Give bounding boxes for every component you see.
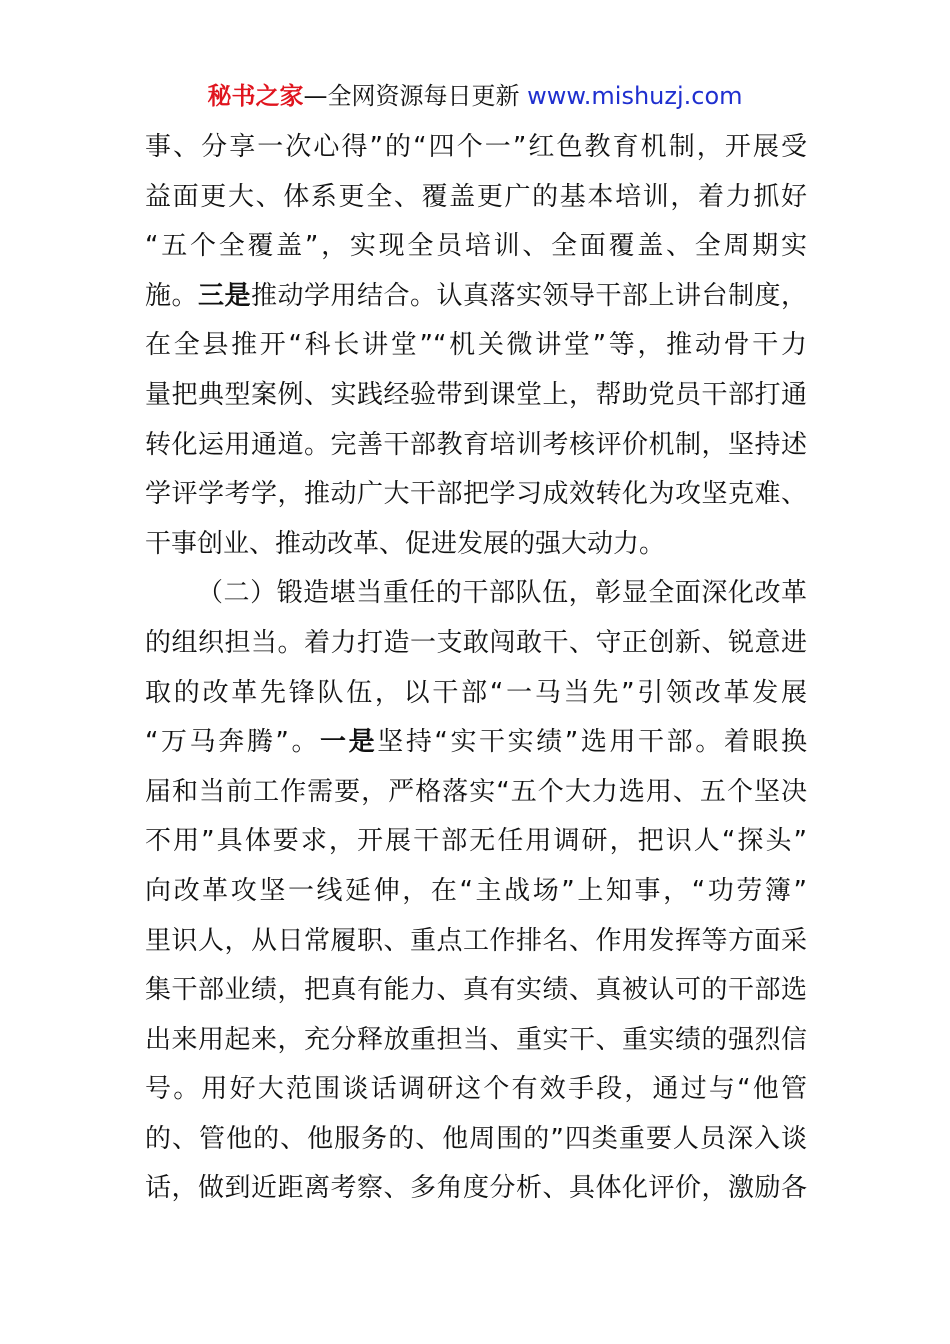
text-line: 取的改革先锋队伍，以干部“一马当先”引领改革发展 <box>145 677 807 708</box>
bold-lead: 三是 <box>198 280 251 311</box>
text-line: 的、管他的、他服务的、他周围的”四类重要人员深入谈 <box>145 1123 807 1154</box>
text-line: 届和当前工作需要，严格落实“五个大力选用、五个坚决 <box>145 776 807 807</box>
text-line: 的组织担当。着力打造一支敢闯敢干、守正创新、锐意进 <box>145 627 807 658</box>
text-line: 出来用起来，充分释放重担当、重实干、重实绩的强烈信 <box>145 1024 807 1055</box>
text-line: 在全县推开“科长讲堂”“机关微讲堂”等，推动骨干力 <box>145 330 807 361</box>
text-segment: 坚持“实干实绩”选用干部。着眼换 <box>377 727 807 758</box>
text-line: 事、分享一次心得”的“四个一”红色教育机制，开展受 <box>145 132 807 162</box>
text-segment: 推动学用结合。认真落实领导干部上讲台制度， <box>251 280 807 311</box>
text-line: 量把典型案例、实践经验带到课堂上，帮助党员干部打通 <box>145 379 807 410</box>
bold-lead: 一是 <box>320 727 378 758</box>
site-brand: 秘书之家 <box>207 82 304 110</box>
text-line: 不用”具体要求，开展干部无任用调研，把识人“探头” <box>145 826 807 857</box>
text-segment: “万马奔腾”。 <box>145 727 321 758</box>
site-tagline: —全网资源每日更新 <box>303 82 528 110</box>
text-line <box>145 272 807 322</box>
text-line: “五个全覆盖”，实现全员培训、全面覆盖、全周期实 <box>145 231 807 262</box>
text-line: 话，做到近距离考察、多角度分析、具体化评价，激励各 <box>145 1173 807 1204</box>
text-line: 号。用好大范围谈话调研这个有效手段，通过与“他管 <box>145 1074 807 1105</box>
site-header <box>0 80 950 112</box>
text-line: 向改革攻坚一线延伸，在“主战场”上知事，“功劳簿” <box>145 875 807 906</box>
text-line <box>145 718 807 768</box>
document-body <box>145 123 807 1214</box>
text-line: 学评学考学，推动广大干部把学习成效转化为攻坚克难、 <box>145 479 807 510</box>
text-line: 转化运用通道。完善干部教育培训考核评价机制，坚持述 <box>145 429 807 460</box>
text-line: 里识人，从日常履职、重点工作排名、作用发挥等方面采 <box>145 925 807 956</box>
text-line: 集干部业绩，把真有能力、真有实绩、真被认可的干部选 <box>145 975 807 1006</box>
text-line: 益面更大、体系更全、覆盖更广的基本培训，着力抓好 <box>145 181 807 212</box>
site-url[interactable]: www.mishuzj.com <box>527 82 743 110</box>
section-heading-line: （二）锻造堪当重任的干部队伍，彰显全面深化改革 <box>197 578 807 609</box>
text-line: 干事创业、推动改革、促进发展的强大动力。 <box>145 528 666 559</box>
text-segment: 施。 <box>145 280 198 311</box>
